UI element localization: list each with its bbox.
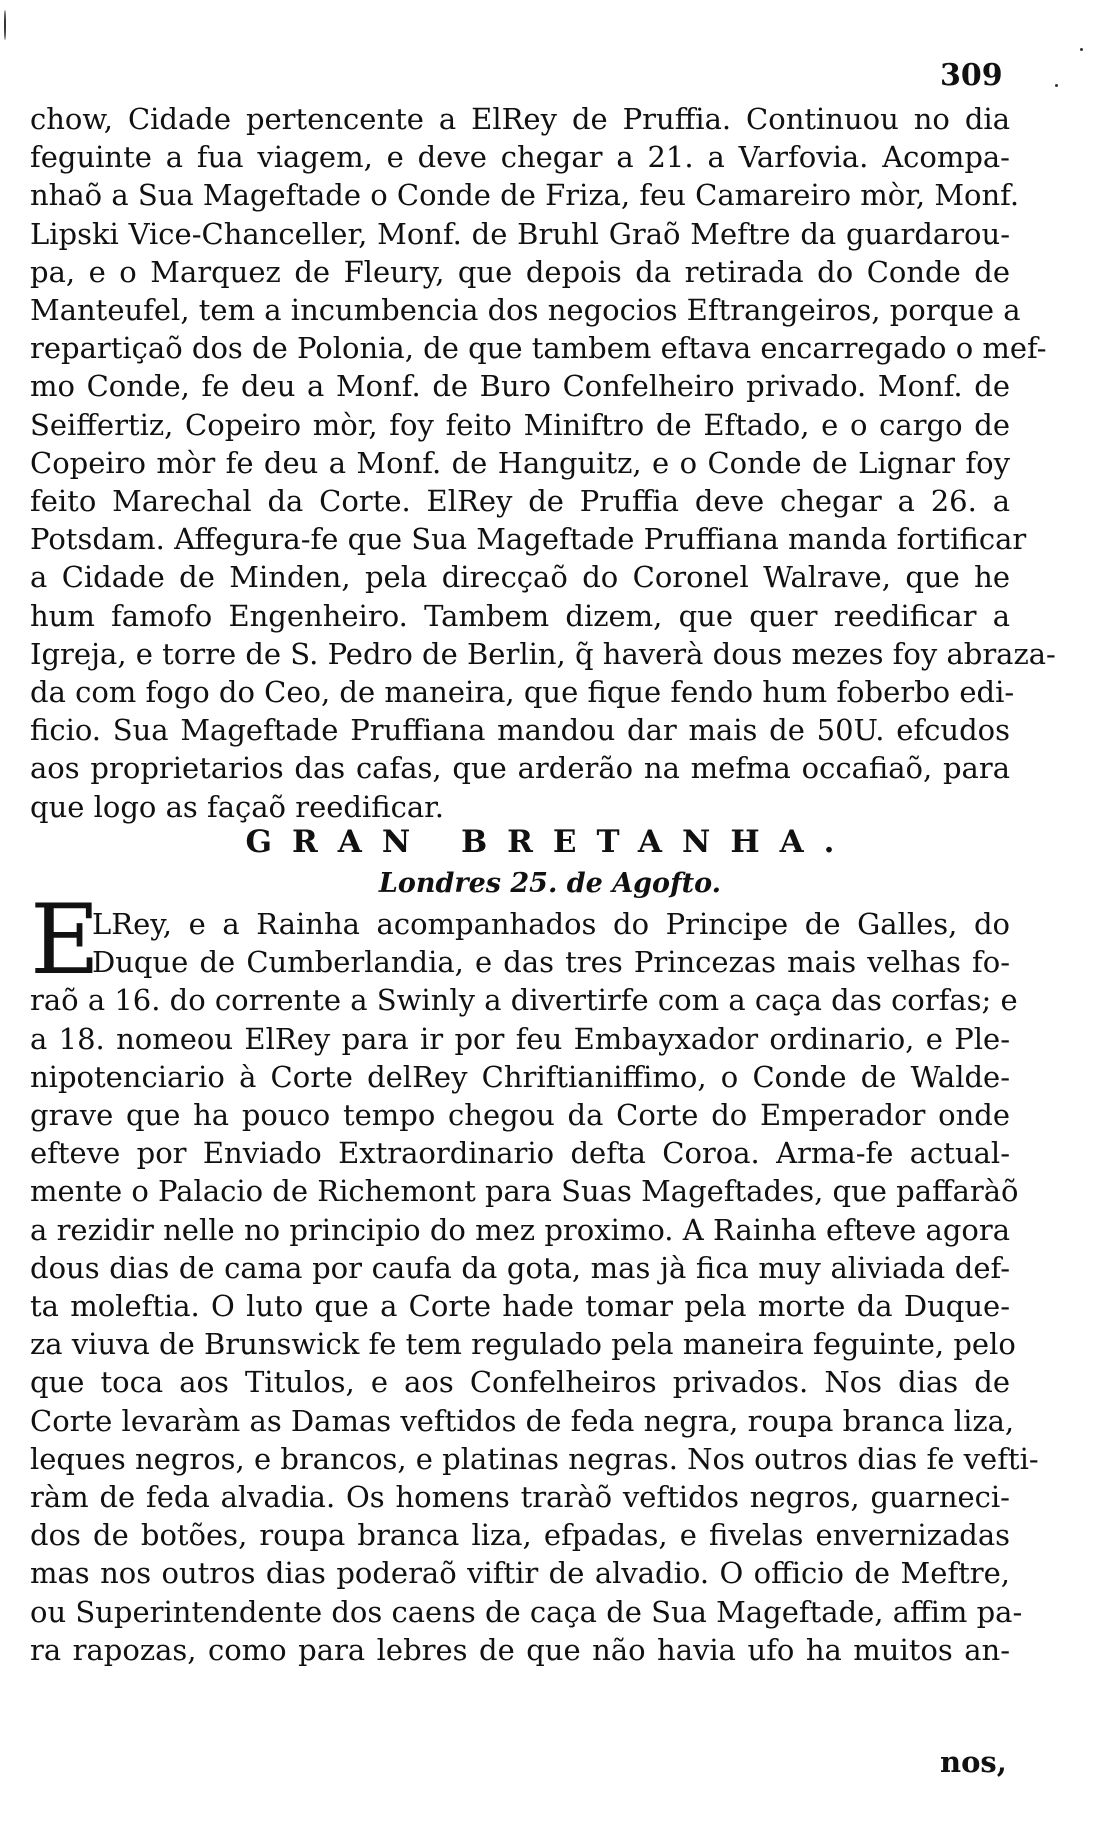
text-line: a Cidade de Minden, pela direcçaõ do Coronel Walrave, que he bbox=[30, 560, 1010, 595]
text-line: Duque de Cumberlandia, e das tres Princezas mais velhas fo- bbox=[92, 945, 1010, 980]
text-line: Manteufel, tem a incumbencia dos negocios Eftrangeiros, porque a bbox=[30, 293, 1021, 328]
text-line: feguinte a fua viagem, e deve chegar a 21. a Varfovia. Acompa- bbox=[30, 140, 1010, 175]
text-line: mente o Palacio de Richemont para Suas Mageftades, que paffaràõ bbox=[30, 1174, 1019, 1209]
text-line: Lipski Vice-Chanceller, Monf. de Bruhl Graõ Meftre da guardarou- bbox=[30, 216, 1010, 251]
text-line: a 18. nomeou ElRey para ir por feu Embayxador ordinario, e Ple- bbox=[30, 1021, 1010, 1056]
text-line: ra rapozas, como para lebres de que não havia ufo ha muitos an- bbox=[30, 1632, 1010, 1667]
text-line: efteve por Enviado Extraordinario defta Coroa. Arma-fe actual- bbox=[30, 1136, 1010, 1171]
text-line: nhaõ a Sua Mageftade o Conde de Friza, feu Camareiro mòr, Monf. bbox=[30, 178, 1020, 213]
text-line: feito Marechal da Corte. ElRey de Pruffia deve chegar a 26. a bbox=[30, 484, 1010, 519]
text-line: LRey, e a Rainha acompanhados do Principe de Galles, do bbox=[92, 907, 1010, 941]
text-line: aos proprietarios das cafas, que arderão na mefma occafiaõ, para bbox=[30, 751, 1010, 786]
text-line: chow, Cidade pertencente a ElRey de Pruffia. Continuou no dia bbox=[30, 102, 1010, 136]
text-line: dous dias de cama por caufa da gota, mas jà fica muy aliviada def- bbox=[30, 1250, 1010, 1285]
text-line: ta moleftia. O luto que a Corte hade tomar pela morte da Duque- bbox=[30, 1289, 1010, 1324]
paragraph-britain bbox=[30, 905, 1039, 1669]
text-line: leques negros, e brancos, e platinas negras. Nos outros dias fe vefti- bbox=[30, 1441, 1039, 1476]
text-line: za viuva de Brunswick fe tem regulado pela maneira feguinte, pelo bbox=[30, 1327, 1016, 1362]
text-line: ràm de feda alvadia. Os homens traràõ veftidos negros, guarneci- bbox=[30, 1480, 1010, 1515]
text-line: Seiffertiz, Copeiro mòr, foy feito Miniftro de Eftado, e o cargo de bbox=[30, 407, 1010, 442]
text-line: ou Superintendente dos caens de caça de Sua Mageftade, affim pa- bbox=[30, 1594, 1023, 1629]
text-line: nipotenciario à Corte delRey Chriftianiffimo, o Conde de Walde- bbox=[30, 1059, 1010, 1094]
text-line: pa, e o Marquez de Fleury, que depois da retirada do Conde de bbox=[30, 254, 1010, 289]
text-line: que toca aos Titulos, e aos Confelheiros privados. Nos dias de bbox=[30, 1365, 1010, 1400]
page-edge-mark bbox=[4, 10, 6, 40]
text-line: ficio. Sua Mageftade Pruffiana mandou dar mais de 50U. efcudos bbox=[30, 713, 1010, 748]
text-line: mas nos outros dias poderaõ viftir de alvadio. O officio de Meftre, bbox=[30, 1556, 1010, 1591]
text-line: hum famofo Engenheiro. Tambem dizem, que quer reedificar a bbox=[30, 598, 1010, 633]
ink-speck bbox=[1080, 48, 1083, 51]
text-line: Corte levaràm as Damas veftidos de feda negra, roupa branca liza, bbox=[30, 1403, 1015, 1438]
text-line: que logo as façaõ reedificar. bbox=[30, 789, 445, 824]
text-line: Copeiro mòr fe deu a Monf. de Hanguitz, e o Conde de Lignar foy bbox=[30, 445, 1010, 480]
text-line: a rezidir nelle no principio do mez proximo. A Rainha efteve agora bbox=[30, 1212, 1010, 1247]
section-heading: GRAN BRETANHA. bbox=[245, 824, 855, 860]
dateline: Londres 25. de Agofto. bbox=[378, 868, 722, 899]
paragraph-prussia bbox=[30, 100, 1056, 826]
drop-cap: E bbox=[30, 884, 101, 996]
text-line: repartiçaõ dos de Polonia, de que tambem eftava encarregado o mef- bbox=[30, 331, 1047, 366]
text-line: mo Conde, fe deu a Monf. de Buro Confelheiro privado. Monf. de bbox=[30, 369, 1010, 404]
ink-speck bbox=[1055, 84, 1058, 87]
text-line: da com fogo do Ceo, de maneira, que fique fendo hum foberbo edi- bbox=[30, 675, 1015, 710]
text-line: grave que ha pouco tempo chegou da Corte do Emperador onde bbox=[30, 1098, 1010, 1133]
catchword: nos, bbox=[940, 1745, 1007, 1779]
text-line: raõ a 16. do corrente a Swinly a divertirfe com a caça das corfas; e bbox=[30, 983, 1018, 1018]
text-line: Igreja, e torre de S. Pedro de Berlin, q̃ haverà dous mezes foy abraza- bbox=[30, 636, 1056, 671]
text-line: dos de botões, roupa branca liza, efpadas, e fivelas envernizadas bbox=[30, 1518, 1010, 1553]
page-number: 309 bbox=[940, 58, 1003, 93]
text-line: Potsdam. Affegura-fe que Sua Mageftade Pruffiana manda fortificar bbox=[30, 522, 1027, 557]
